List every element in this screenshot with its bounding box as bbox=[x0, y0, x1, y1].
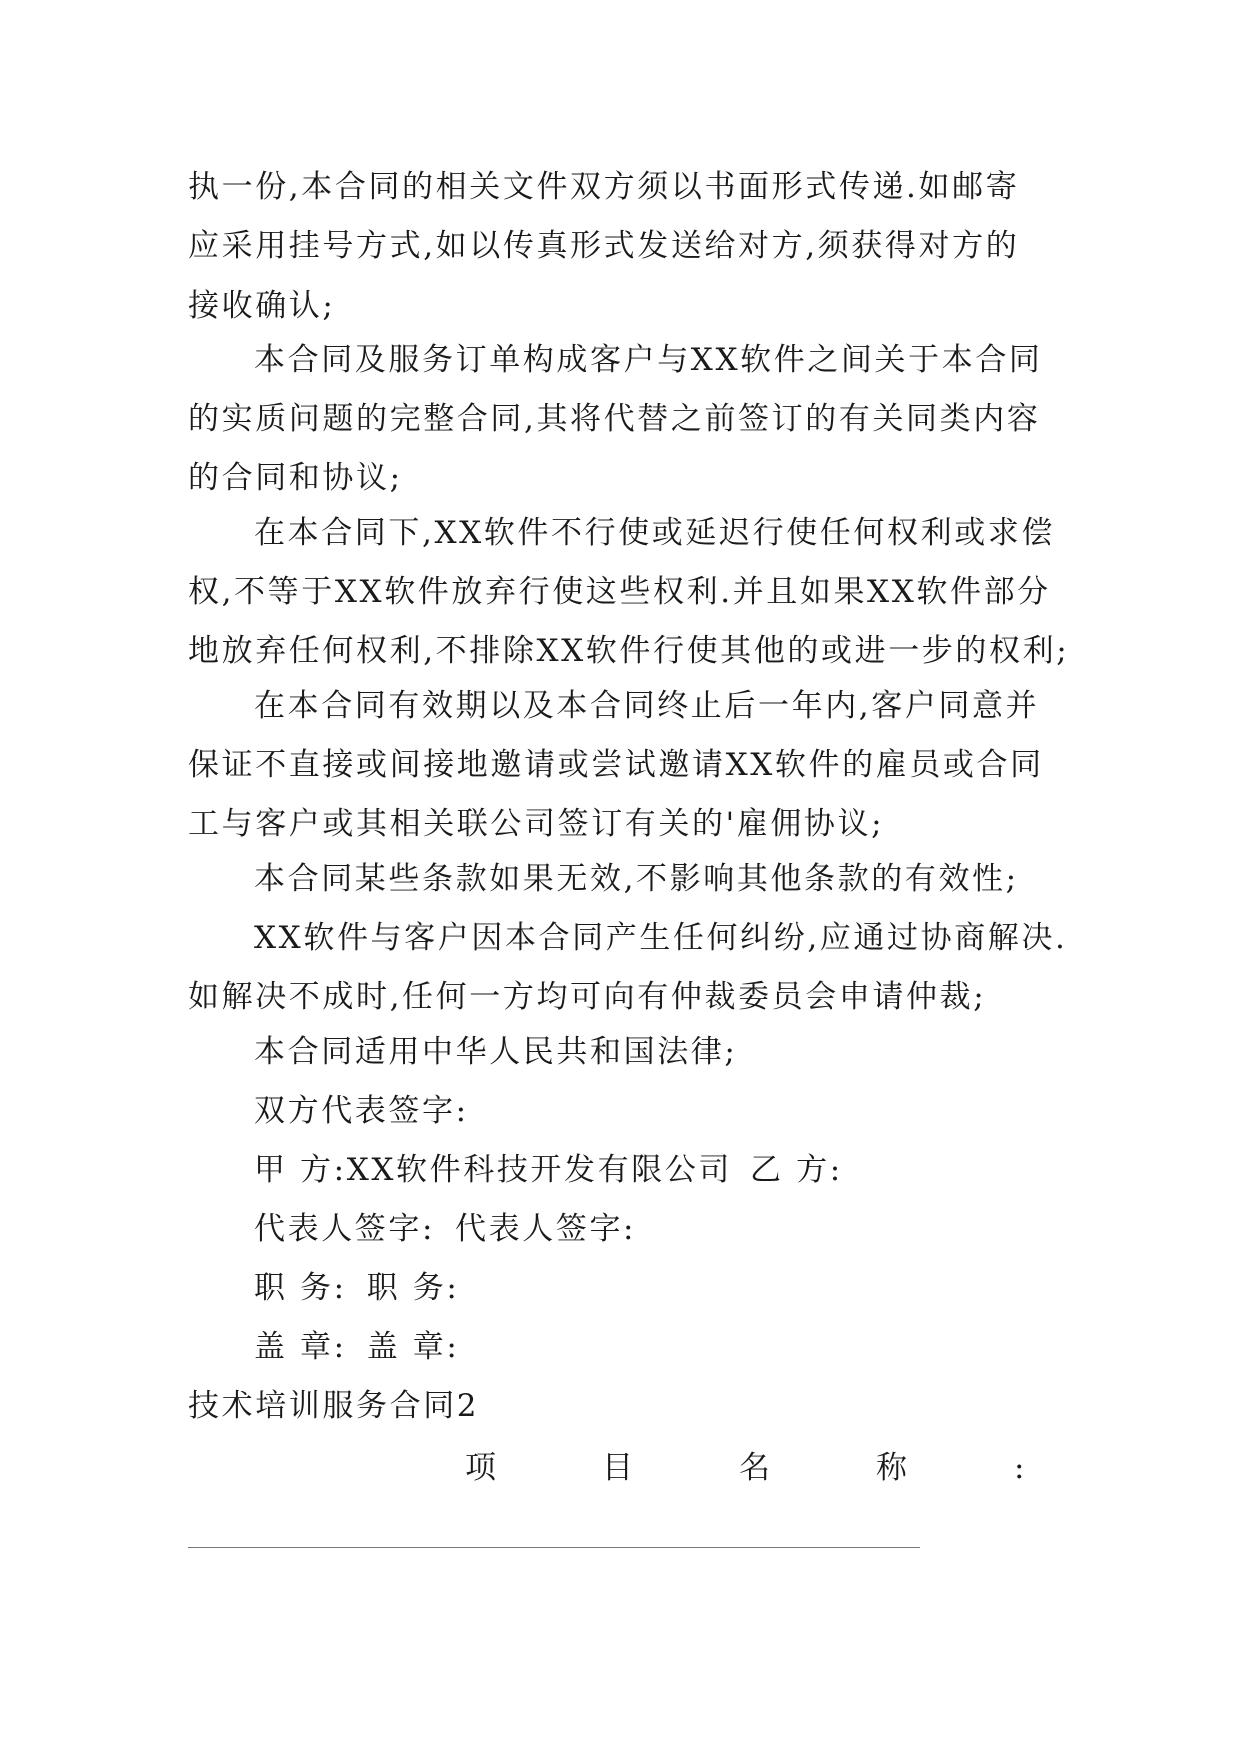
rep-sign-a: 代表人签字: bbox=[254, 1211, 436, 1247]
paragraph-start: XX软件与客户因本合同产生任何纠纷,应通过协商解决. bbox=[254, 920, 1068, 956]
text-line: 地放弃任何权利,不排除XX软件行使其他的或进一步的权利; bbox=[188, 633, 1070, 669]
party-row bbox=[254, 1150, 1124, 1190]
text-line: 应采用挂号方式,如以传真形式发送给对方,须获得对方的 bbox=[188, 228, 1020, 264]
project-label-char: : bbox=[1014, 1450, 1025, 1486]
text-line: 工与客户或其相关联公司签订有关的'雇佣协议; bbox=[188, 806, 885, 842]
project-label-char: 项 bbox=[465, 1450, 496, 1486]
position-row bbox=[254, 1268, 1124, 1308]
project-label-char: 目 bbox=[602, 1450, 633, 1486]
text-line: 保证不直接或间接地邀请或尝试邀请XX软件的雇员或合同 bbox=[188, 747, 1044, 783]
project-name-row bbox=[188, 1446, 1058, 1490]
project-label-char: 名 bbox=[739, 1450, 770, 1486]
seal-row bbox=[254, 1327, 1124, 1367]
text-line: 接收确认; bbox=[188, 288, 336, 324]
text-line: 的合同和协议; bbox=[188, 460, 403, 496]
position-b: 职 务: bbox=[366, 1270, 460, 1306]
paragraph-start: 本合同及服务订单构成客户与XX软件之间关于本合同 bbox=[254, 342, 1043, 378]
representative-row bbox=[254, 1209, 1124, 1249]
text-line: 权,不等于XX软件放弃行使这些权利.并且如果XX软件部分 bbox=[188, 574, 1051, 610]
paragraph-start: 在本合同下,XX软件不行使或延迟行使任何权利或求偿 bbox=[254, 515, 1055, 551]
text-line: 执一份,本合同的相关文件双方须以书面形式传递.如邮寄 bbox=[188, 169, 1020, 205]
party-a-label: 甲 方:XX软件科技开发有限公司 bbox=[254, 1152, 733, 1188]
position-a: 职 务: bbox=[254, 1270, 347, 1306]
paragraph-start: 本合同适用中华人民共和国法律; bbox=[254, 1034, 738, 1070]
project-label-char: 称 bbox=[876, 1450, 907, 1486]
fill-in-underline bbox=[188, 1547, 920, 1548]
seal-b: 盖 章: bbox=[366, 1329, 460, 1365]
text-line: 的实质问题的完整合同,其将代替之前签订的有关同类内容 bbox=[188, 401, 1041, 437]
seal-a: 盖 章: bbox=[254, 1329, 347, 1365]
rep-sign-b: 代表人签字: bbox=[455, 1211, 637, 1247]
paragraph-start: 本合同某些条款如果无效,不影响其他条款的有效性; bbox=[254, 861, 1019, 897]
text-line: 如解决不成时,任何一方均可向有仲裁委员会申请仲裁; bbox=[188, 979, 987, 1015]
signature-heading: 双方代表签字: bbox=[254, 1093, 469, 1129]
paragraph-start: 在本合同有效期以及本合同终止后一年内,客户同意并 bbox=[254, 688, 1040, 724]
party-b-label: 乙 方: bbox=[750, 1152, 843, 1188]
section-title: 技术培训服务合同2 bbox=[188, 1388, 480, 1424]
